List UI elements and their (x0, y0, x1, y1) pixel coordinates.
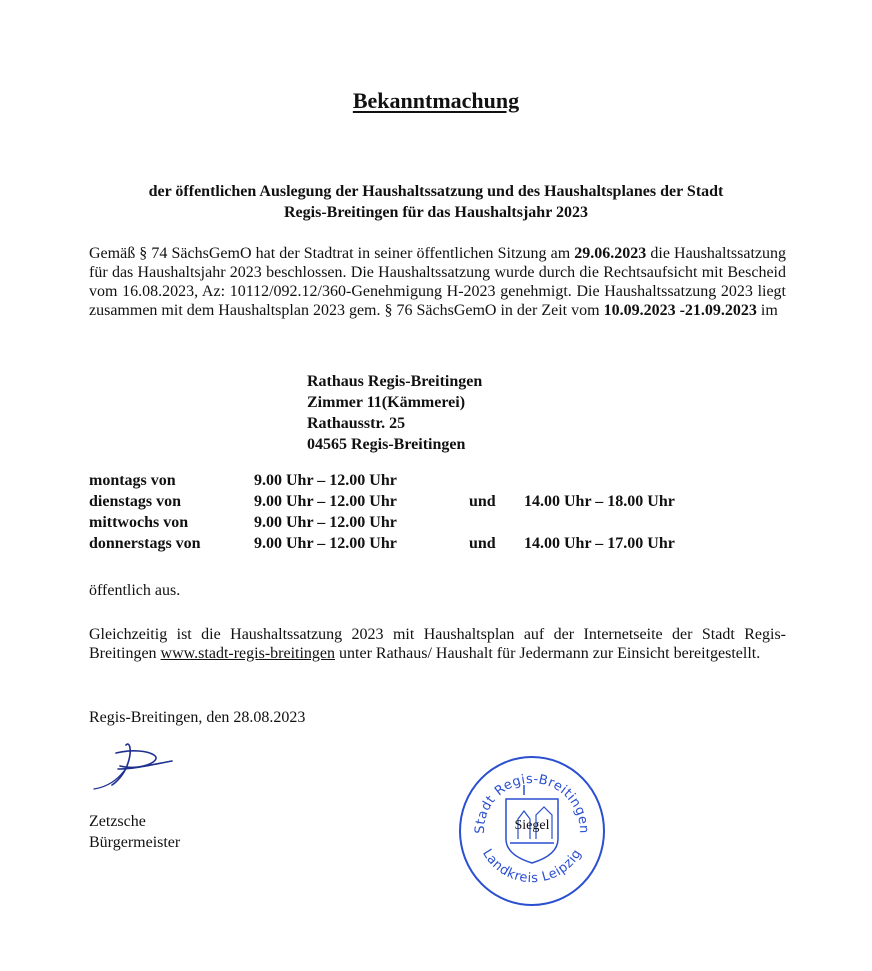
address-line-2: Zimmer 11(Kämmerei) (307, 394, 466, 411)
hours-row (89, 472, 675, 493)
address-line-1: Rathaus Regis-Breitingen (307, 373, 483, 390)
signer-name: Zetzsche (89, 813, 146, 830)
subtitle-line-1: der öffentlichen Auslegung der Haushaltssatzung und des Haushaltsplanes der Stadt (148, 183, 724, 200)
website-link[interactable]: www.stadt-regis-breitingen (160, 645, 336, 662)
hours-row (89, 535, 675, 556)
hours-morning: 9.00 Uhr – 12.00 Uhr (254, 472, 397, 489)
seal-top-text: Stadt Regis-Breitingen (472, 771, 592, 835)
hours-afternoon: 14.00 Uhr – 18.00 Uhr (524, 493, 675, 510)
hours-day: donnerstags von (89, 535, 201, 552)
para1-text-2: die Haushaltssatzung für das Haushaltsjahr 2023 beschlossen. Die Haushaltssatzung wurde durch die Rechtsaufsicht mit Bescheid vom 16.08.2023, Az: 10112/092.12/360-Genehmigung H-2023 genehmigt. Die Haushaltssatzung 2023 liegt zusammen mit dem Haushaltsplan 2023 gem. § 76 SächsGemO in der Zeit vom (89, 245, 786, 319)
opening-hours-table (89, 472, 675, 556)
public-display-text: öffentlich aus. (89, 582, 181, 599)
display-period: 10.09.2023 -21.09.2023 (603, 302, 757, 319)
seal-bottom-text: Landkreis Leipzig (479, 846, 585, 887)
meeting-date: 29.06.2023 (574, 245, 647, 262)
para2-text-1: Gleichzeitig ist die Haushaltssatzung 2023 mit Haushaltsplan auf der Internetseite der Stadt Regis-Breitingen (89, 626, 786, 662)
website-paragraph (89, 625, 786, 663)
hours-row (89, 493, 675, 514)
hours-morning: 9.00 Uhr – 12.00 Uhr (254, 514, 397, 531)
hours-afternoon (524, 472, 675, 493)
place-date: Regis-Breitingen, den 28.08.2023 (89, 709, 306, 726)
signer-block (89, 811, 180, 853)
hours-morning: 9.00 Uhr – 12.00 Uhr (254, 493, 397, 510)
hours-afternoon: 14.00 Uhr – 17.00 Uhr (524, 535, 675, 552)
address-line-4: 04565 Regis-Breitingen (307, 436, 466, 453)
para1-text-3: im (756, 302, 778, 319)
hours-and: und (469, 493, 496, 510)
city-seal-stamp (458, 755, 606, 907)
signer-title: Bürgermeister (89, 834, 181, 851)
para1-text-1: Gemäß § 74 SächsGemO hat der Stadtrat in seiner öffentlichen Sitzung am (89, 245, 575, 262)
hours-morning: 9.00 Uhr – 12.00 Uhr (254, 535, 397, 552)
hours-afternoon (524, 514, 675, 535)
hours-row (89, 514, 675, 535)
signature-image (88, 735, 188, 795)
hours-and (469, 472, 524, 493)
hours-day: dienstags von (89, 493, 182, 510)
document-title: Bekanntmachung (352, 88, 520, 113)
hours-day: mittwochs von (89, 514, 189, 531)
document-subtitle (70, 181, 802, 223)
hours-and: und (469, 535, 496, 552)
address-block (307, 371, 482, 455)
para2-text-2: unter Rathaus/ Haushalt für Jedermann zur Einsicht bereitgestellt. (335, 645, 761, 662)
announcement-paragraph (89, 244, 786, 320)
subtitle-line-2: Regis-Breitingen für das Haushaltsjahr 2023 (283, 204, 589, 221)
svg-text:Landkreis Leipzig (479, 847, 585, 887)
hours-and (469, 514, 524, 535)
hours-day: montags von (89, 472, 176, 489)
seal-label: Siegel (514, 818, 550, 833)
address-line-3: Rathausstr. 25 (307, 415, 406, 432)
